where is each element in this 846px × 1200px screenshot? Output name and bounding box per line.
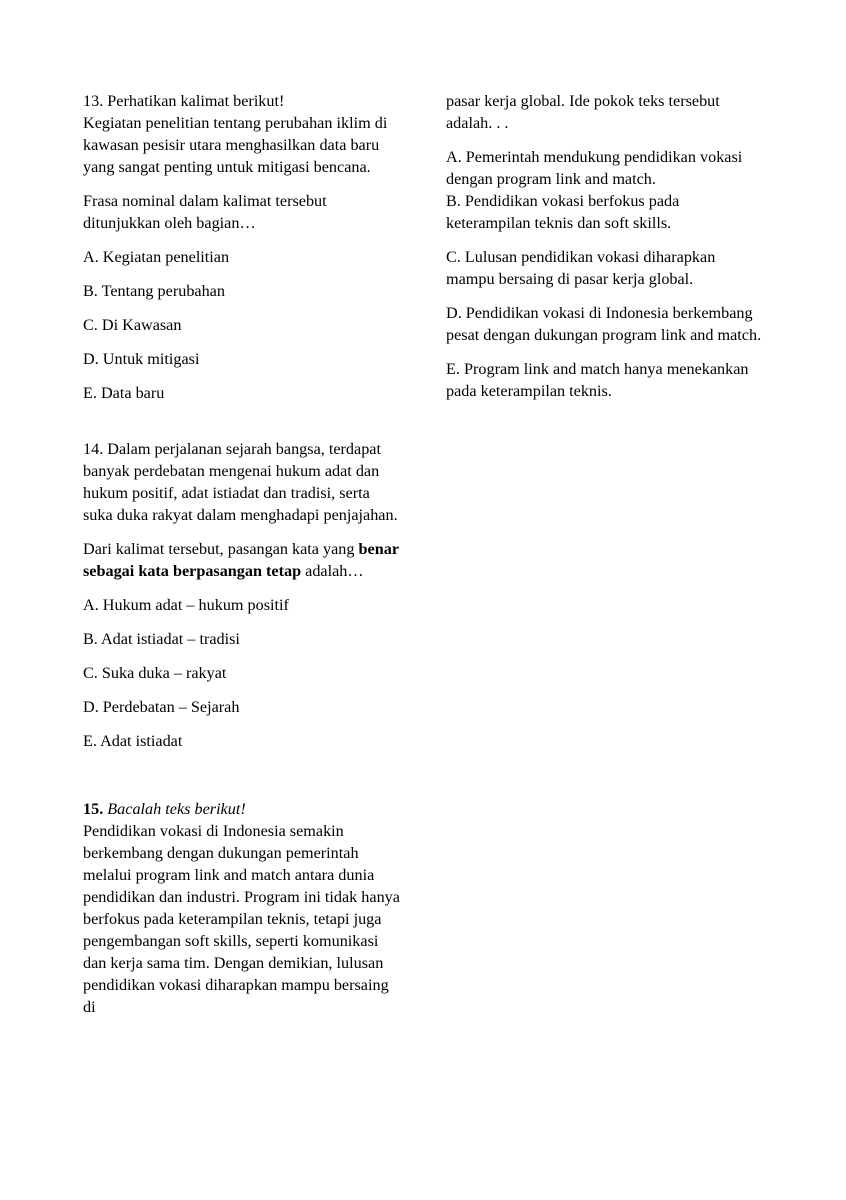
q14-option-e[interactable]: E. Adat istiadat (83, 732, 183, 750)
q14-prompt-end: adalah… (305, 562, 364, 580)
q15-option-c[interactable]: C. Lulusan pendidikan vokasi diharapkan mampu bersaing di pasar kerja global. (446, 248, 716, 288)
q14-prompt-emphasis: benar sebagai kata berpasangan tetap (83, 540, 399, 580)
q14-option-d[interactable]: D. Perdebatan – Sejarah (83, 698, 240, 716)
q15-option-a[interactable]: A. Pemerintah mendukung pendidikan vokasi dengan program link and match. (446, 148, 743, 188)
question-14 (83, 438, 403, 752)
q13-intro (83, 90, 403, 178)
question-15 (83, 798, 403, 1018)
q13-option-d[interactable]: D. Untuk mitigasi (83, 350, 200, 368)
q14-stem: 14. Dalam perjalanan sejarah bangsa, terdapat banyak perdebatan mengenai hukum adat dan hukum positif, adat istiadat dan tradisi, serta suka duka rakyat dalam menghadapi penjajahan. (83, 440, 398, 524)
q13-option-a[interactable]: A. Kegiatan penelitian (83, 248, 230, 266)
q13-option-b[interactable]: B. Tentang perubahan (83, 282, 225, 300)
q15-number: 15. (83, 800, 104, 818)
question-13 (83, 90, 403, 404)
q15-instruction: Bacalah teks berikut! (107, 800, 246, 818)
q15-heading (83, 798, 403, 820)
left-column (83, 90, 403, 1018)
q14-prompt (83, 538, 403, 582)
q15-option-d[interactable]: D. Pendidikan vokasi di Indonesia berkembang pesat dengan dukungan program link and match. (446, 304, 762, 344)
right-column (446, 90, 766, 414)
q15-passage: Pendidikan vokasi di Indonesia semakin berkembang dengan dukungan pemerintah melalui program link and match antara dunia pendidikan dan industri. Program ini tidak hanya berfokus pada keterampilan teknis, tetapi juga pengembangan soft skills, seperti komunikasi dan kerja sama tim. Dengan demikian, lulusan pendidikan vokasi diharapkan mampu bersaing di (83, 822, 400, 1016)
q15-passage-continued: pasar kerja global. Ide pokok teks tersebut adalah. . . (446, 92, 720, 132)
q14-option-a[interactable]: A. Hukum adat – hukum positif (83, 596, 289, 614)
q13-option-e[interactable]: E. Data baru (83, 384, 165, 402)
q13-sentence: Kegiatan penelitian tentang perubahan iklim di kawasan pesisir utara menghasilkan data baru yang sangat penting untuk mitigasi bencana. (83, 114, 388, 176)
q13-prompt: Frasa nominal dalam kalimat tersebut ditunjukkan oleh bagian… (83, 192, 327, 232)
q14-option-b[interactable]: B. Adat istiadat – tradisi (83, 630, 240, 648)
q14-prompt-start: Dari kalimat tersebut, pasangan kata yang (83, 540, 355, 558)
q13-header: 13. Perhatikan kalimat berikut! (83, 92, 285, 110)
q13-option-c[interactable]: C. Di Kawasan (83, 316, 182, 334)
q15-option-b[interactable]: B. Pendidikan vokasi berfokus pada keterampilan teknis dan soft skills. (446, 192, 680, 232)
q14-option-c[interactable]: C. Suka duka – rakyat (83, 664, 227, 682)
q15-option-e[interactable]: E. Program link and match hanya menekankan pada keterampilan teknis. (446, 360, 749, 400)
